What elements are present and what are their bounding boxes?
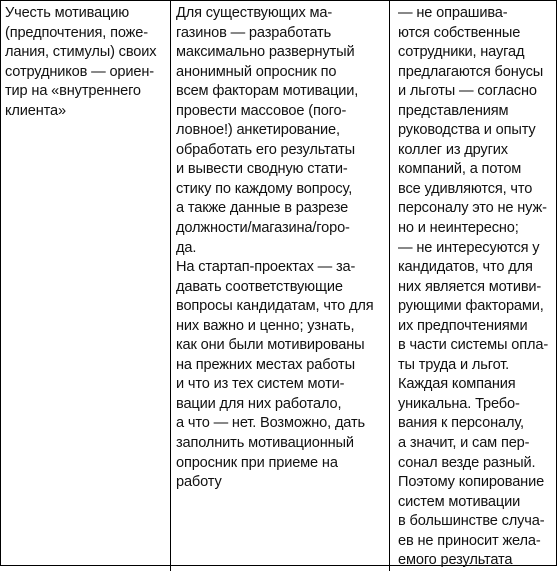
text-line: максимально развернутый [176, 44, 355, 61]
text-line: как они были мотивированы [176, 337, 365, 354]
table-cell-goal [1, 1, 171, 571]
text-line: лания, стимулы) своих [5, 44, 157, 61]
text-line: провести массовое (пого- [176, 102, 347, 119]
text-line: анонимный опросник по [176, 63, 337, 80]
text-line: ются собственные [398, 24, 521, 41]
text-line: опросник при приеме на [176, 454, 338, 471]
text-line: вации для них работало, [176, 395, 342, 412]
text-line: ев не приносит жела- [398, 532, 541, 549]
text-line: тир на «внутреннего [5, 83, 141, 100]
text-line: а что — нет. Возможно, дать [176, 415, 365, 432]
text-line: емого результата [398, 552, 513, 569]
text-line: сонал везде разный. [398, 454, 536, 471]
text-line: них является мотиви- [398, 278, 542, 295]
text-line: — не опрашива- [398, 5, 508, 21]
text-line: (предпочтения, поже- [5, 24, 148, 41]
text-line: предлагаются бонусы [398, 63, 544, 80]
text-line: стику по каждому вопросу, [176, 180, 353, 197]
table-cell-mistakes [390, 1, 558, 571]
text-line: Для существующих ма- [176, 5, 333, 21]
text-line: персоналу это не нуж- [398, 200, 547, 217]
text-line: компаний, а потом [398, 161, 522, 178]
text-line: и вывести сводную стати- [176, 161, 348, 178]
table-cell-solution [171, 1, 390, 571]
text-line: Поэтому копирование [398, 474, 545, 491]
text-line: представлениям [398, 102, 509, 119]
text-line: и льготы — согласно [398, 83, 537, 100]
text-line: газинов — разработать [176, 24, 332, 41]
text-line: сотрудники, наугад [398, 44, 525, 61]
text-line: ты труда и льгот. [398, 356, 510, 373]
text-line: но и неинтересно; [398, 220, 519, 237]
text-line: работу [176, 474, 222, 491]
text-line: обработать его результаты [176, 141, 355, 158]
text-line: коллег из других [398, 141, 508, 158]
text-line: них важно и ценно; узнать, [176, 317, 355, 334]
text-line: в части системы опла- [398, 337, 549, 354]
text-line: кандидатов, что для [398, 259, 533, 276]
text-line: сотрудников — ориен- [5, 63, 154, 80]
text-line: систем мотивации [398, 493, 521, 510]
text-line: руководства и опыту [398, 122, 536, 139]
text-line: Учесть мотивацию [5, 5, 130, 21]
text-line: вания к персоналу, [398, 415, 524, 432]
text-line: всем факторам мотивации, [176, 83, 359, 100]
text-line: а значит, и сам пер- [398, 435, 530, 452]
text-line: заполнить мотивационный [176, 435, 354, 452]
text-line: ловное!) анкетирование, [176, 122, 340, 139]
text-line: вопросы кандидатам, что для [176, 298, 374, 315]
text-line: уникальна. Требо- [398, 395, 520, 412]
text-line: да. [176, 239, 197, 256]
text-line: а также данные в разрезе [176, 200, 349, 217]
text-line: рующими факторами, [398, 298, 544, 315]
text-line: должности/магазина/горо- [176, 220, 350, 237]
text-line: давать соответствующие [176, 278, 343, 295]
text-line: на прежних местах работы [176, 356, 355, 373]
text-line: Каждая компания [398, 376, 516, 393]
text-line: в большинстве случа- [398, 513, 545, 530]
text-line: — не интересуются у [398, 239, 540, 256]
text-line: На стартап-проектах — за- [176, 259, 356, 276]
text-line: все удивляются, что [398, 180, 533, 197]
text-line: клиента» [5, 102, 66, 119]
text-line: их предпочтениями [398, 317, 528, 334]
text-line: и что из тех систем моти- [176, 376, 345, 393]
